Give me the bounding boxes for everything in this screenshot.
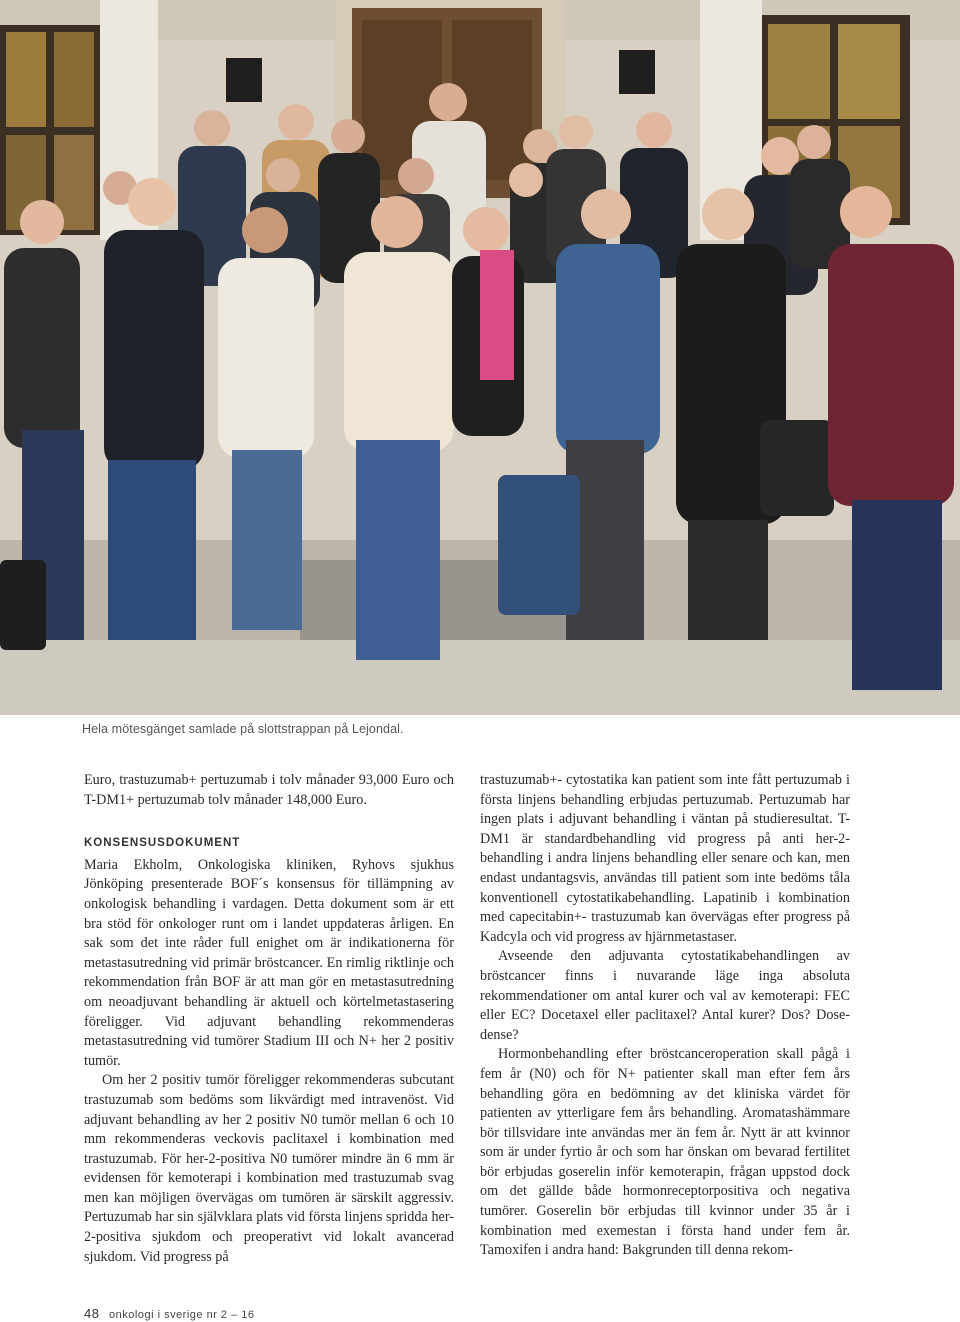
body-paragraph: Hormonbehandling efter bröstcanceroperation skall pågå i fem år (N0) och för N+ patienter skall man efter fem års behandling göra en bedömning av det kliniska värdet för patienten av ytterligare fem års behandling. Aromatashämmare bör tillsvidare inte användas mer än fem år. Nytt är att kvinnor som är under fyrtio år och som har önskan om bevarad fertilitet bör erbjudas goserelin inför kemoterapin, frågan uppstod dock om det gällde både hormonreceptorpositiva och negativa tumörer. Goserelin bör erbjudas till kvinnor under 35 år i kombination med exemestan i första hand under fem år. Tamoxifen i andra hand: Bakgrunden till denna rekom-	[480, 1046, 850, 1259]
page-footer	[84, 1306, 255, 1321]
body-paragraph: Om her 2 positiv tumör föreligger rekommenderas subcutant trastuzumab som bedöms som likvärdigt med intravenöst. Vid adjuvant behandling av her 2 positiv N0 tumör mellan 6 och 10 mm rekommenderas veckovis paclitaxel i kombination med trastuzumab. För her-2-positiva N0 tumörer mindre än 6 mm är evidensen för kemoterapi i kombination med trastuzumab svag men kan möjligen övervägas om tumören är särskilt aggressiv. Pertuzumab har sin självklara plats vid första linjens spridda her-2-positiva sjukdom och preoperativt vid lokalt avancerad sjukdom. Vid progress på	[84, 1072, 454, 1265]
section-heading: KONSENSUSDOKUMENT	[84, 837, 241, 850]
intro-paragraph: Euro, trastuzumab+ pertuzumab i tolv månader 93,000 Euro och T-DM1+ pertuzumab tolv månader 148,000 Euro.	[84, 772, 454, 808]
article-column-left	[84, 771, 454, 1267]
body-paragraph: trastuzumab+- cytostatika kan patient som inte fått pertuzumab i första linjens behandling erbjudas pertuzumab. Pertuzumab har ingen plats i adjuvant behandling i väntan på studieresultat. T-DM1 är standardbehandling vid progress på anti her-2-behandling i andra linjens behandling eller senare och kan, men endast undantagsvis, användas till patient som inte bedöms tåla konventionell cytostatikabehandling. Lapatinib i kombination med capecitabin+- trastuzumab kan övervägas efter progress på Kadcyla och vid progress av hjärnmetastaser.	[480, 772, 850, 945]
publication-name: onkologi i sverige nr 2 – 16	[109, 1309, 255, 1321]
body-paragraph: Maria Ekholm, Onkologiska kliniken, Ryhovs sjukhus Jönköping presenterade BOF´s konsensus för tillämpning av onkologisk behandling i vardagen. Detta dokument som är ett bra stöd för onkologer runt om i landet uppdateras årligen. En sak som det inte råder full enighet om är indikationerna för metastasutredning vid primär bröstcancer. En rimlig riktlinje och rekommendation från BOF är att man gör en metastasutredning om neoadjuvant behandling är aktuell och körtelmetastasering föreligger. Vid adjuvant behandling rekommenderas metastasutredning vid tumörer Stadium III och N+ her 2 positiv tumör.	[84, 856, 454, 1069]
article-column-right	[480, 771, 850, 1261]
photo-caption: Hela mötesgänget samlade på slottstrappan på Lejondal.	[82, 722, 404, 736]
page-number: 48	[84, 1306, 100, 1321]
body-paragraph: Avseende den adjuvanta cytostatikabehandlingen av bröstcancer finns i nuvarande läge inga absoluta rekommendationer om antal kurer och val av kemoterapi: FEC eller EC? Docetaxel eller paclitaxel? Antal kurer? Dos? Dose-dense?	[480, 948, 850, 1043]
